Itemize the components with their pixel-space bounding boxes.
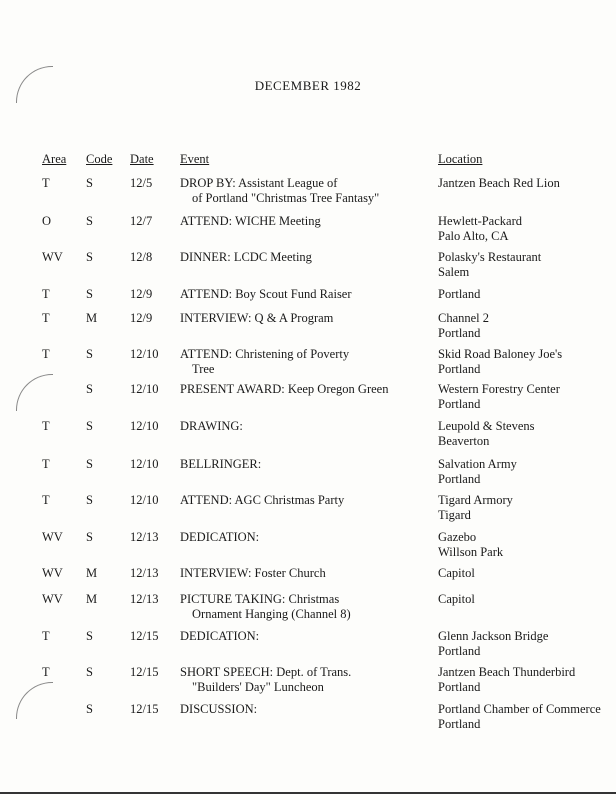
event-cell-line: DROP BY: Assistant League of [180, 176, 338, 190]
location-cell-line: Willson Park [438, 545, 504, 559]
event-cell-line: ATTEND: WICHE Meeting [180, 214, 321, 228]
location-cell-line: Channel 2 [438, 311, 490, 325]
event-cell-line: PRESENT AWARD: Keep Oregon Green [180, 382, 389, 396]
date-cell: 12/13 [130, 530, 159, 544]
location-cell-line: Jantzen Beach Red Lion [438, 176, 560, 190]
event-cell [180, 566, 430, 581]
event-cell [180, 382, 430, 397]
event-cell [180, 665, 430, 695]
code-cell: S [86, 214, 93, 228]
date-cell: 12/15 [130, 702, 159, 716]
event-cell [180, 214, 430, 229]
event-cell-line: DINNER: LCDC Meeting [180, 250, 312, 264]
code-cell: M [86, 592, 98, 606]
area-cell: T [42, 493, 50, 507]
bottom-edge-rule [0, 792, 616, 794]
location-cell-line: Gazebo [438, 530, 477, 544]
event-cell [180, 287, 430, 302]
location-cell-line: Portland [438, 326, 481, 340]
event-cell-line: of Portland "Christmas Tree Fantasy" [192, 191, 380, 205]
event-cell [180, 530, 430, 545]
code-cell: S [86, 250, 93, 264]
location-cell-line: Portland [438, 680, 481, 694]
location-cell [438, 457, 613, 487]
area-cell: WV [42, 530, 63, 544]
event-cell [180, 419, 430, 434]
event-cell-line: DEDICATION: [180, 530, 260, 544]
event-cell-line: SHORT SPEECH: Dept. of Trans. [180, 665, 352, 679]
code-cell: S [86, 176, 93, 190]
date-cell: 12/13 [130, 592, 159, 606]
location-cell-line: Portland [438, 362, 481, 376]
location-cell [438, 419, 613, 449]
event-cell-line: INTERVIEW: Q & A Program [180, 311, 334, 325]
punch-hole-mark [16, 374, 53, 411]
event-cell-line: ATTEND: AGC Christmas Party [180, 493, 345, 507]
location-cell-line: Jantzen Beach Thunderbird [438, 665, 576, 679]
event-cell-line: ATTEND: Boy Scout Fund Raiser [180, 287, 352, 301]
location-cell [438, 176, 613, 191]
location-cell-line: Portland [438, 397, 481, 411]
date-cell: 12/15 [130, 629, 159, 643]
area-cell: WV [42, 250, 63, 264]
event-cell-line: ATTEND: Christening of Poverty [180, 347, 350, 361]
event-cell-line: INTERVIEW: Foster Church [180, 566, 326, 580]
location-cell [438, 214, 613, 244]
location-cell-line: Portland [438, 287, 481, 301]
event-cell [180, 629, 430, 644]
code-cell: M [86, 566, 98, 580]
location-cell-line: Hewlett-Packard [438, 214, 522, 228]
event-cell-line: Ornament Hanging (Channel 8) [192, 607, 351, 621]
event-cell-line: DEDICATION: [180, 629, 260, 643]
location-cell-line: Capitol [438, 592, 475, 606]
event-cell [180, 493, 430, 508]
event-cell [180, 592, 430, 622]
column-header-date: Date [130, 152, 154, 166]
code-cell: S [86, 629, 93, 643]
location-cell [438, 250, 613, 280]
area-cell: O [42, 214, 52, 228]
location-cell-line: Salvation Army [438, 457, 517, 471]
date-cell: 12/10 [130, 493, 159, 507]
location-cell [438, 311, 613, 341]
area-cell: T [42, 419, 50, 433]
location-cell-line: Glenn Jackson Bridge [438, 629, 549, 643]
area-cell: T [42, 287, 50, 301]
location-cell-line: Western Forestry Center [438, 382, 560, 396]
code-cell: S [86, 457, 93, 471]
code-cell: S [86, 702, 93, 716]
code-cell: S [86, 493, 93, 507]
event-cell [180, 311, 430, 326]
event-cell-line: PICTURE TAKING: Christmas [180, 592, 340, 606]
code-cell: S [86, 665, 93, 679]
location-cell [438, 382, 613, 412]
date-cell: 12/10 [130, 347, 159, 361]
punch-hole-mark [16, 682, 53, 719]
area-cell: T [42, 176, 50, 190]
location-cell-line: Tigard [438, 508, 471, 522]
area-cell: T [42, 311, 50, 325]
date-cell: 12/9 [130, 287, 153, 301]
date-cell: 12/10 [130, 457, 159, 471]
date-cell: 12/10 [130, 419, 159, 433]
location-cell-line: Portland [438, 717, 481, 731]
code-cell: S [86, 347, 93, 361]
event-cell [180, 702, 430, 717]
date-cell: 12/13 [130, 566, 159, 580]
event-cell [180, 457, 430, 472]
area-cell: T [42, 347, 50, 361]
event-cell [180, 176, 430, 206]
location-cell [438, 566, 613, 581]
area-cell: WV [42, 592, 63, 606]
location-cell-line: Capitol [438, 566, 475, 580]
date-cell: 12/10 [130, 382, 159, 396]
date-cell: 12/15 [130, 665, 159, 679]
location-cell [438, 629, 613, 659]
location-cell-line: Beaverton [438, 434, 490, 448]
event-cell-line: DISCUSSION: [180, 702, 258, 716]
location-cell [438, 287, 613, 302]
event-cell-line: BELLRINGER: [180, 457, 262, 471]
area-cell: T [42, 629, 50, 643]
location-cell-line: Leupold & Stevens [438, 419, 535, 433]
column-header-area: Area [42, 152, 67, 166]
date-cell: 12/7 [130, 214, 153, 228]
date-cell: 12/8 [130, 250, 153, 264]
location-cell-line: Skid Road Baloney Joe's [438, 347, 563, 361]
location-cell [438, 493, 613, 523]
location-cell [438, 530, 613, 560]
column-header-code: Code [86, 152, 113, 166]
event-cell [180, 347, 430, 377]
code-cell: S [86, 287, 93, 301]
date-cell: 12/9 [130, 311, 153, 325]
location-cell-line: Tigard Armory [438, 493, 513, 507]
event-cell-line: Tree [192, 362, 215, 376]
location-cell-line: Salem [438, 265, 470, 279]
code-cell: M [86, 311, 98, 325]
event-cell [180, 250, 430, 265]
location-cell [438, 702, 613, 732]
location-cell-line: Palo Alto, CA [438, 229, 509, 243]
location-cell-line: Portland Chamber of Commerce [438, 702, 601, 716]
location-cell-line: Portland [438, 472, 481, 486]
code-cell: S [86, 382, 93, 396]
code-cell: S [86, 530, 93, 544]
location-cell-line: Polasky's Restaurant [438, 250, 542, 264]
area-cell: T [42, 457, 50, 471]
location-cell-line: Portland [438, 644, 481, 658]
code-cell: S [86, 419, 93, 433]
date-cell: 12/5 [130, 176, 153, 190]
event-cell-line: DRAWING: [180, 419, 243, 433]
location-cell [438, 592, 613, 607]
area-cell: WV [42, 566, 63, 580]
page-title: DECEMBER 1982 [254, 78, 362, 93]
event-cell-line: "Builders' Day" Luncheon [192, 680, 324, 694]
location-cell [438, 347, 613, 377]
area-cell: T [42, 665, 50, 679]
location-cell [438, 665, 613, 695]
column-header-location: Location [438, 152, 483, 166]
column-header-event: Event [180, 152, 210, 166]
